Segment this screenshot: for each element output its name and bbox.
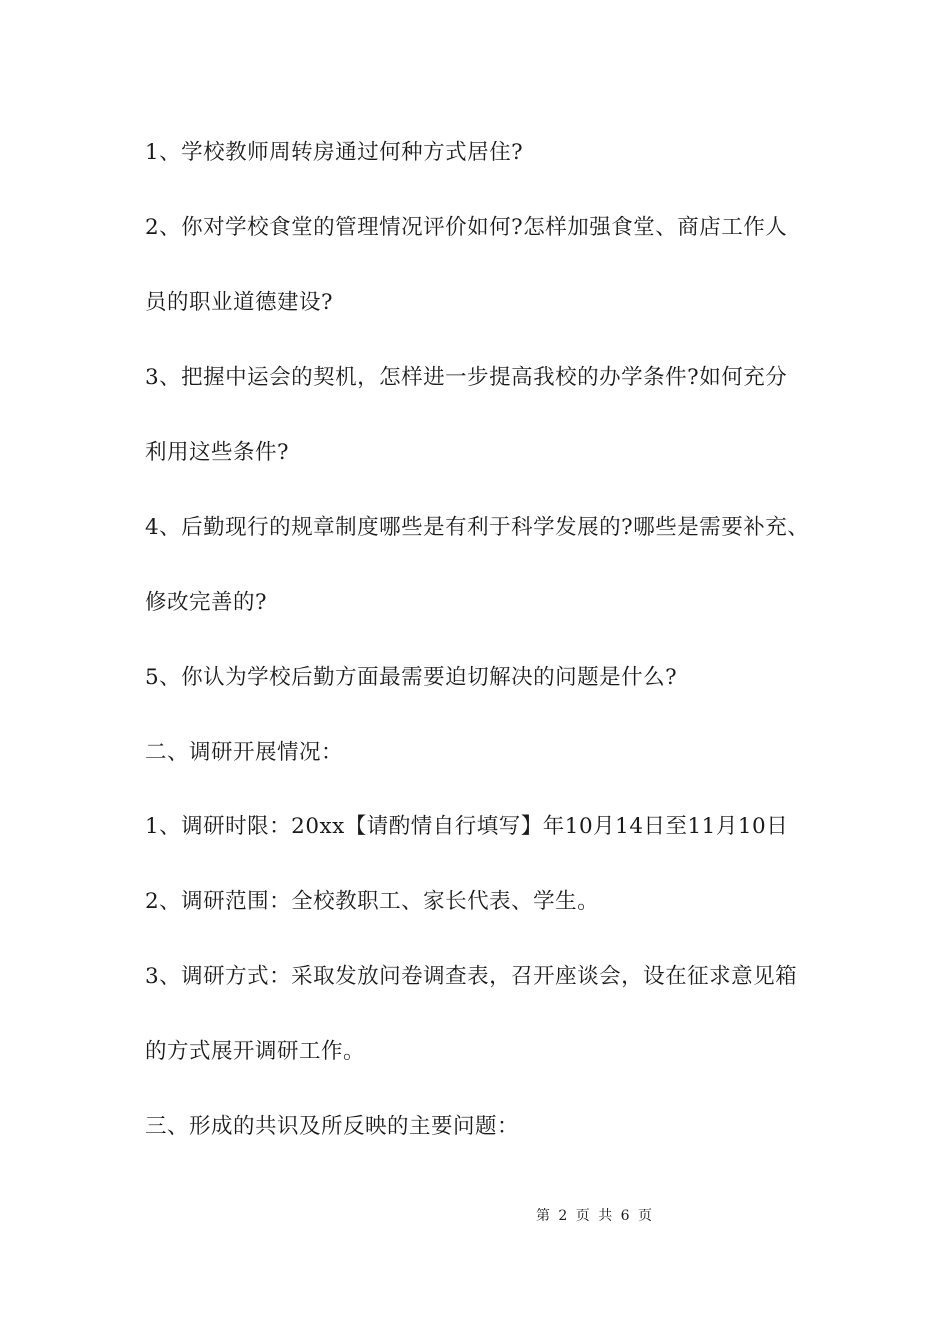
section-2-heading: 二、调研开展情况：	[145, 740, 344, 765]
section-3-heading: 三、形成的共识及所反映的主要问题：	[145, 1114, 520, 1139]
question-1: 1、学校教师周转房通过何种方式居住?	[145, 140, 524, 165]
question-4-line-2: 修改完善的?	[145, 590, 268, 615]
survey-period: 1、调研时限：20xx【请酌情自行填写】年10月14日至11月10日	[145, 814, 789, 839]
question-5: 5、你认为学校后勤方面最需要迫切解决的问题是什么?	[145, 665, 678, 690]
survey-method-line-2: 的方式展开调研工作。	[145, 1039, 366, 1064]
question-4-line-1: 4、后勤现行的规章制度哪些是有利于科学发展的?哪些是需要补充、	[145, 515, 810, 540]
survey-method-line-1: 3、调研方式：采取发放问卷调查表，召开座谈会，设在征求意见箱	[145, 964, 798, 989]
page-number-footer: 第 2 页 共 6 页	[535, 1208, 655, 1224]
question-3-line-2: 利用这些条件?	[145, 440, 290, 465]
question-2-line-1: 2、你对学校食堂的管理情况评价如何?怎样加强食堂、商店工作人	[145, 215, 788, 240]
survey-scope: 2、调研范围：全校教职工、家长代表、学生。	[145, 889, 600, 914]
question-2-line-2: 员的职业道德建设?	[145, 290, 334, 315]
question-3-line-1: 3、把握中运会的契机，怎样进一步提高我校的办学条件?如何充分	[145, 365, 788, 390]
